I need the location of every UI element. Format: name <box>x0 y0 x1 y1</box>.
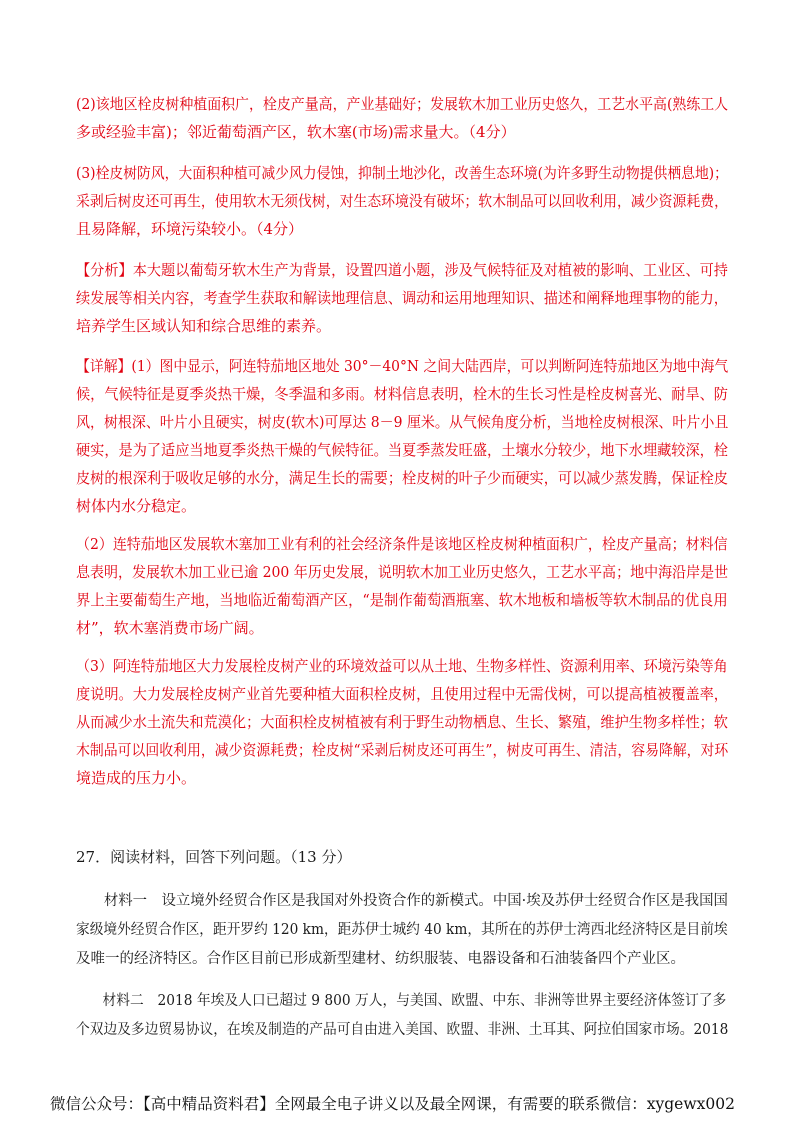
text-line: 材”，软木塞消费市场广阔。 <box>76 619 264 637</box>
text-line: （2）连特茄地区发展软木塞加工业有利的社会经济条件是该地区栓皮树种植面积广，栓皮产量高；材料信 <box>76 535 728 553</box>
text-line: 材料二 2018 年埃及人口已超过 9 800 万人，与美国、欧盟、中东、非洲等世界主要经济体签订了多 <box>102 993 727 1009</box>
text-line: 度说明。大力发展栓皮树产业首先要种植大面积栓皮树，且使用过程中无需伐树，可以提高植被覆盖率， <box>76 685 728 703</box>
text-line: 家级境外经贸合作区，距开罗约 120 km，距苏伊士城约 40 km，其所在的苏伊士湾西北经济特区是目前埃 <box>76 922 728 938</box>
answer-2-paragraph <box>76 90 728 146</box>
text-line: 【分析】本大题以葡萄牙软木生产为背景，设置四道小题，涉及气候特征及对植被的影响、工业区、可持 <box>76 261 728 279</box>
text-line: 息表明，发展软木加工业已逾 200 年历史发展，说明软木加工业历史悠久，工艺水平高；地中海沿岸是世 <box>76 563 729 581</box>
answer-3-paragraph <box>76 159 728 243</box>
text-line: 界上主要葡萄生产地，当地临近葡萄酒产区，“是制作葡萄酒瓶塞、软木地板和墙板等软木制品的优良用 <box>76 591 728 609</box>
text-line: 培养学生区域认知和综合思维的素养。 <box>76 317 332 335</box>
text-line: 木制品可以回收利用，减少资源耗费；栓皮树“采剥后树皮还可再生”，树皮可再生、清洁，容易降解，对环 <box>76 741 729 759</box>
question-title: 27．阅读材料，回答下列问题。（13 分） <box>76 848 352 866</box>
text-line: 树体内水分稳定。 <box>76 497 197 515</box>
text-line: 材料一 设立境外经贸合作区是我国对外投资合作的新模式。中国·埃及苏伊士经贸合作区是我国国 <box>103 893 728 909</box>
text-line: （3）阿连特茄地区大力发展栓皮树产业的环境效益可以从土地、生物多样性、资源利用率、环境污染等角 <box>76 657 728 675</box>
detail-1-paragraph <box>76 352 728 520</box>
text-line: 境造成的压力小。 <box>76 769 197 787</box>
text-line: 风，树根深、叶片小且硬实，树皮(软木)可厚达 8－9 厘米。从气候角度分析，当地栓皮树根深、叶片小且 <box>76 413 729 431</box>
text-line: 且易降解，环境污染较小。（4分） <box>76 220 304 238</box>
text-line: 【详解】(1）图中显示，阿连特茄地区地处 30°－40°N 之间大陆西岸，可以判断阿连特茄地区为地中海气 <box>76 357 729 375</box>
material-1-paragraph <box>76 887 728 974</box>
text-line: 硬实，是为了适应当地夏季炎热干燥的气候特征。当夏季蒸发旺盛，土壤水分较少，地下水埋藏较深，栓 <box>76 441 728 459</box>
text-line: 个双边及多边贸易协议，在埃及制造的产品可自由进入美国、欧盟、非洲、土耳其、阿拉伯国家市场。2018 <box>76 1022 729 1038</box>
analysis-paragraph <box>76 256 728 340</box>
text-line: (2)该地区栓皮树种植面积广，栓皮产量高，产业基础好；发展软木加工业历史悠久，工艺水平高(熟练工人 <box>76 95 729 113</box>
material-2-paragraph <box>76 987 728 1045</box>
text-line: 多或经验丰富)；邻近葡萄酒产区，软木塞(市场)需求量大。（4分） <box>76 123 516 141</box>
text-line: 候，气候特征是夏季炎热干燥，冬季温和多雨。材料信息表明，栓木的生长习性是栓皮树喜光、耐旱、防 <box>76 385 728 403</box>
detail-2-paragraph <box>76 530 728 642</box>
text-line: (3)栓皮树防风，大面积种植可减少风力侵蚀，抑制土地沙化，改善生态环境(为许多野生动物提供栖息地)； <box>76 164 728 182</box>
question-27-heading <box>76 843 728 871</box>
text-line: 从而减少水土流失和荒漠化；大面积栓皮树植被有利于野生动物栖息、生长、繁殖，维护生物多样性；软 <box>76 713 728 731</box>
detail-3-paragraph <box>76 652 728 792</box>
text-line: 及唯一的经济特区。合作区目前已形成新型建材、纺织服装、电器设备和石油装备四个产业区。 <box>76 951 685 967</box>
text-line: 采剥后树皮还可再生，使用软木无须伐树，对生态环境没有破坏；软木制品可以回收利用，减少资源耗费， <box>76 192 728 210</box>
text-line: 皮树的根深利于吸收足够的水分，满足生长的需要；栓皮树的叶子少而硬实，可以减少蒸发腾，保证栓皮 <box>76 469 728 487</box>
footer-watermark-text: 微信公众号：【高中精品资料君】全网最全电子讲义以及最全网课，有需要的联系微信：xygewx002 <box>50 1095 735 1113</box>
text-line: 续发展等相关内容，考查学生获取和解读地理信息、调动和运用地理知识、描述和阐释地理事物的能力， <box>76 289 728 307</box>
